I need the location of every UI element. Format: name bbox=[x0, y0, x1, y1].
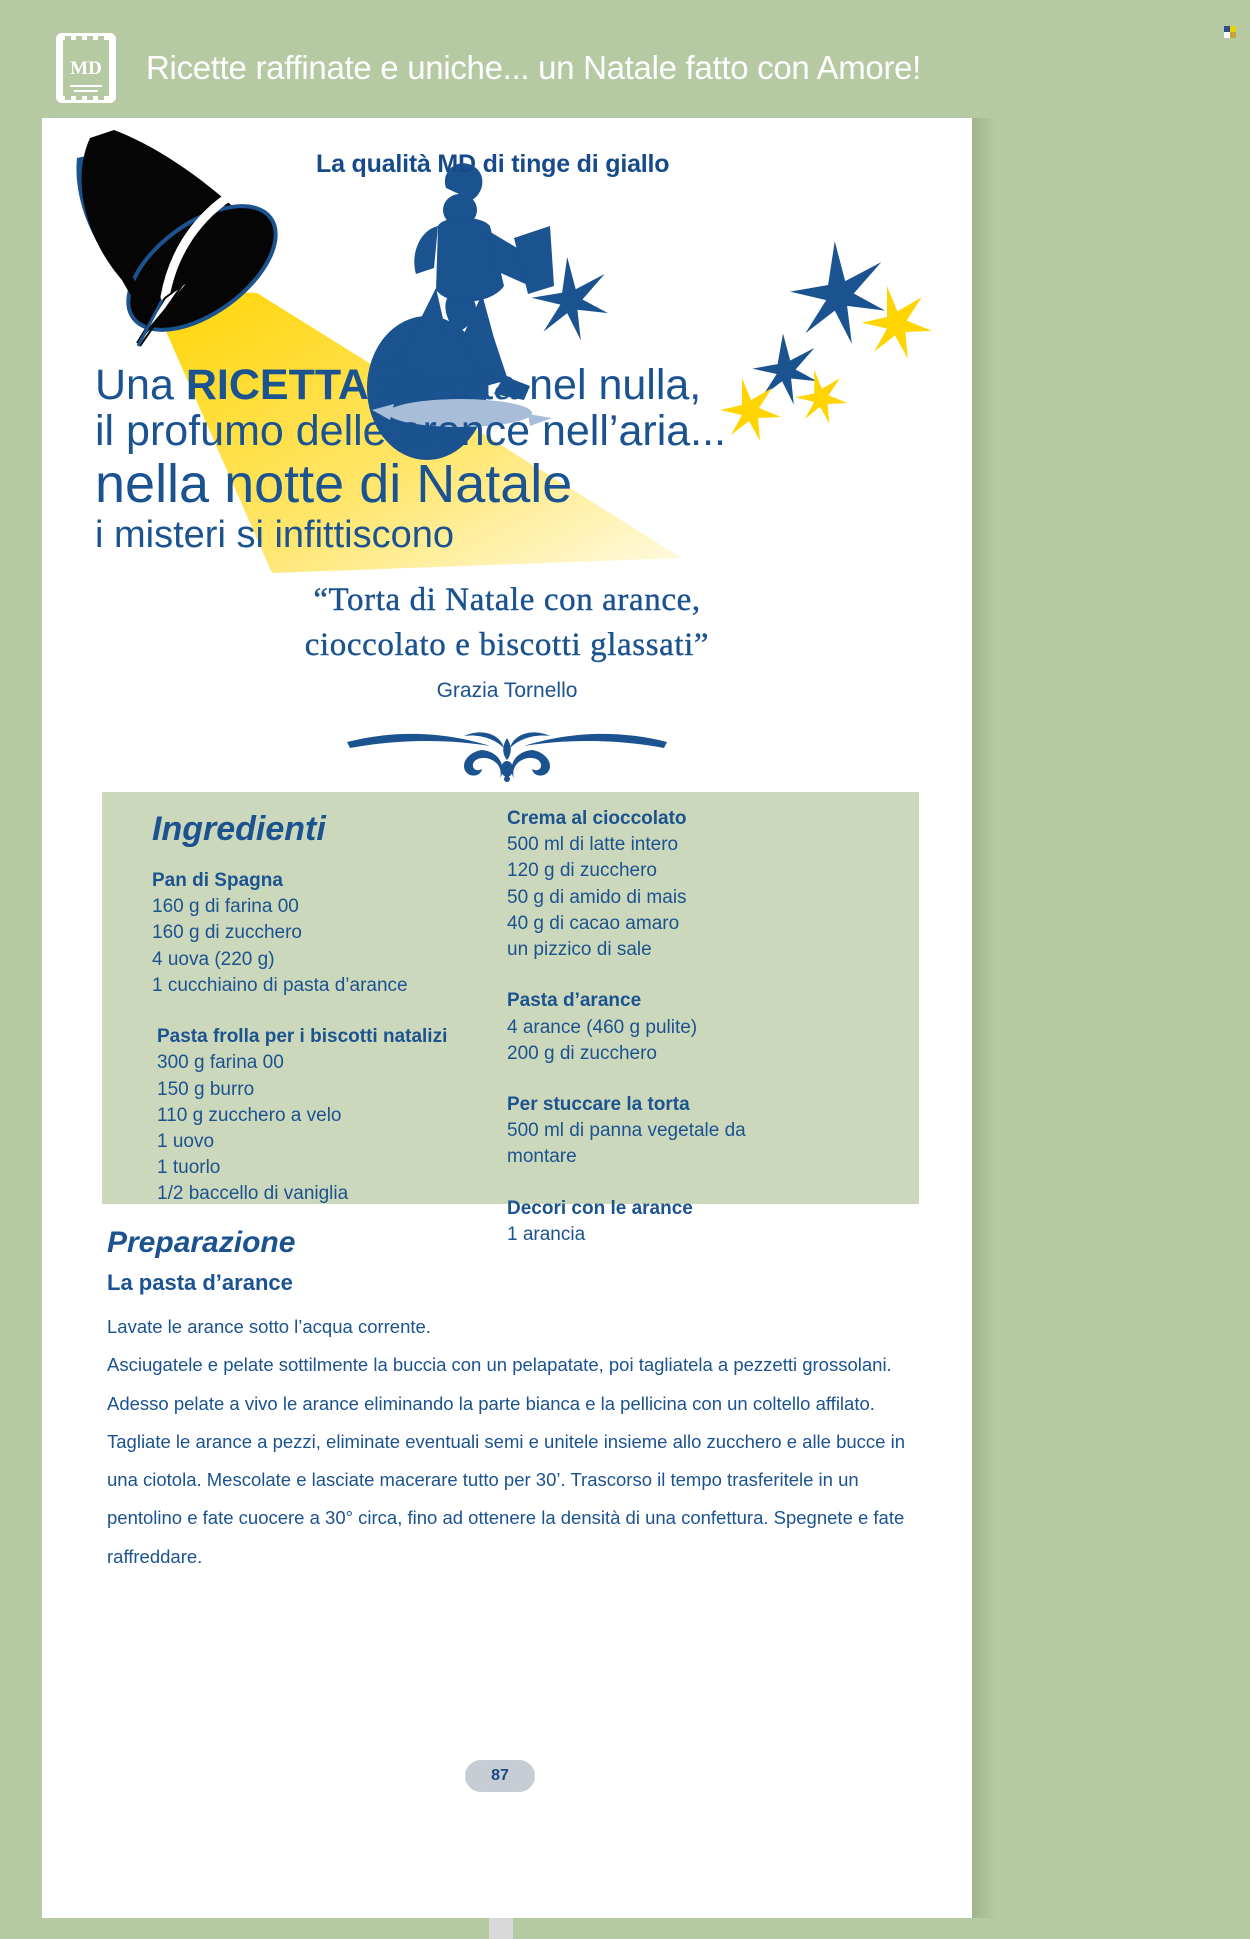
ingredient-item: 160 g di zucchero bbox=[152, 922, 302, 944]
ingredient-item: 40 g di cacao amaro bbox=[507, 912, 680, 934]
illustration-kicker: La qualità MD di tinge di giallo bbox=[316, 150, 670, 178]
ingredient-group-heading: Pasta d’arance bbox=[507, 990, 642, 1012]
preparation-section bbox=[102, 1226, 922, 1576]
logo-underline-secondary bbox=[74, 90, 98, 92]
ingredient-item: 300 g farina 00 bbox=[157, 1052, 284, 1074]
ingredient-group bbox=[507, 988, 867, 1067]
logo-perforation bbox=[98, 93, 104, 100]
headline-part-c: svanita nel nulla, bbox=[368, 361, 702, 409]
logo-underline bbox=[70, 85, 102, 87]
header-title: Ricette raffinate e uniche... un Natale fatto con Amore! bbox=[146, 49, 922, 86]
ingredient-item: 120 g di zucchero bbox=[507, 860, 657, 882]
md-logo-icon bbox=[56, 33, 116, 103]
sparkle-star bbox=[790, 241, 885, 344]
ingredients-column-right bbox=[507, 806, 867, 1248]
ingredient-group-heading: Crema al cioccolato bbox=[507, 808, 687, 829]
page-number: 87 bbox=[465, 1760, 535, 1792]
recipe-page bbox=[42, 118, 972, 1918]
ingredient-item: un pizzico di sale bbox=[507, 939, 652, 961]
ingredient-item: 160 g di farina 00 bbox=[152, 896, 299, 918]
ingredient-group-spacer bbox=[507, 963, 867, 988]
logo-perforation bbox=[76, 36, 82, 43]
ingredient-item: 500 ml di panna vegetale da bbox=[507, 1120, 746, 1142]
ingredient-group-heading: Pasta frolla per i biscotti natalizi bbox=[157, 1026, 448, 1048]
ingredient-group-heading: Pan di Spagna bbox=[152, 870, 283, 891]
logo-perforation bbox=[98, 36, 104, 43]
ingredient-group bbox=[507, 1092, 867, 1171]
print-registration-mark bbox=[1224, 26, 1236, 38]
logo-perforation bbox=[87, 36, 93, 43]
headline-block bbox=[95, 363, 935, 556]
ingredient-item: 200 g di zucchero bbox=[507, 1042, 657, 1064]
ingredient-group-heading: Per stuccare la torta bbox=[507, 1093, 690, 1115]
headline-line-4: i misteri si infittiscono bbox=[95, 514, 454, 557]
recipe-quote-block bbox=[82, 578, 932, 703]
ingredient-item: 4 uova (220 g) bbox=[152, 948, 275, 970]
preparation-title: Preparazione bbox=[107, 1226, 296, 1259]
page-header bbox=[0, 0, 1250, 136]
ingredient-item: 150 g burro bbox=[157, 1078, 255, 1100]
sparkle-star-yellow bbox=[862, 286, 932, 358]
ingredient-item: 500 ml di latte intero bbox=[507, 834, 679, 856]
preparation-subtitle: La pasta d’arance bbox=[107, 1270, 293, 1295]
logo-perforation bbox=[65, 36, 71, 43]
logo-perforation bbox=[65, 93, 71, 100]
logo-perforation bbox=[87, 93, 93, 100]
ingredient-group bbox=[152, 868, 502, 999]
ingredient-item: 4 arance (460 g pulite) bbox=[507, 1016, 698, 1038]
page-edge-shadow bbox=[972, 118, 996, 1918]
headline-line-1 bbox=[95, 363, 935, 409]
headline-line-2: il profumo delle arance nell’aria... bbox=[95, 406, 726, 455]
ingredient-group bbox=[152, 1024, 502, 1208]
quote-author: Grazia Tornello bbox=[436, 679, 578, 703]
ingredients-column-left bbox=[152, 868, 502, 1208]
ingredient-item: 1/2 baccello di vaniglia bbox=[157, 1183, 349, 1205]
ingredient-group-spacer bbox=[152, 999, 502, 1024]
headline-part-a: Una bbox=[95, 361, 186, 409]
quote-line-2: cioccolato e biscotti glassati” bbox=[304, 626, 710, 663]
ingredient-item: 1 cucchiaino di pasta d’arance bbox=[152, 974, 408, 996]
ingredient-item: 1 arancia bbox=[507, 1223, 586, 1245]
ingredient-group-heading: Decori con le arance bbox=[507, 1197, 693, 1219]
ingredient-group-spacer bbox=[507, 1171, 867, 1196]
ornamental-divider-icon bbox=[82, 723, 932, 783]
preparation-paragraph: Asciugatele e pelate sottilmente la buccia con un pelapatate, poi tagliatela a pezzetti grossolani. Adesso pelate a vivo le arance eliminando la parte bianca e la pellicina con un coltello affilato. Tagliate le arance a pezzi, eliminate eventuali semi e unitele insieme allo zucchero e alle bucce in una ciotola. Mescolate e lasciate macerare tutto per 30’. Trascorso il tempo trasferitele in un pentolino e fate cuocere a 30° circa, fino ad ottenere la densità di una confettura. Spegnete e fate raffreddare. bbox=[107, 1354, 906, 1567]
logo-perforation bbox=[76, 93, 82, 100]
ingredient-item: 110 g zucchero a velo bbox=[157, 1104, 342, 1126]
headline-line-3: nella notte di Natale bbox=[95, 454, 573, 515]
ingredient-item: 1 uovo bbox=[157, 1130, 215, 1152]
ingredient-item: 50 g di amido di mais bbox=[507, 886, 687, 908]
quote-line-1: “Torta di Natale con arance, bbox=[313, 582, 701, 618]
logo-text: MD bbox=[70, 57, 102, 79]
ingredient-group-spacer bbox=[507, 1067, 867, 1092]
ingredient-group bbox=[507, 806, 867, 963]
preparation-paragraph: Lavate le arance sotto l’acqua corrente. bbox=[107, 1316, 431, 1337]
headline-emphasis: RICETTA bbox=[185, 361, 369, 409]
ingredients-title: Ingredienti bbox=[152, 810, 326, 848]
ingredient-item: 1 tuorlo bbox=[157, 1157, 221, 1179]
ingredient-item: montare bbox=[507, 1146, 577, 1168]
